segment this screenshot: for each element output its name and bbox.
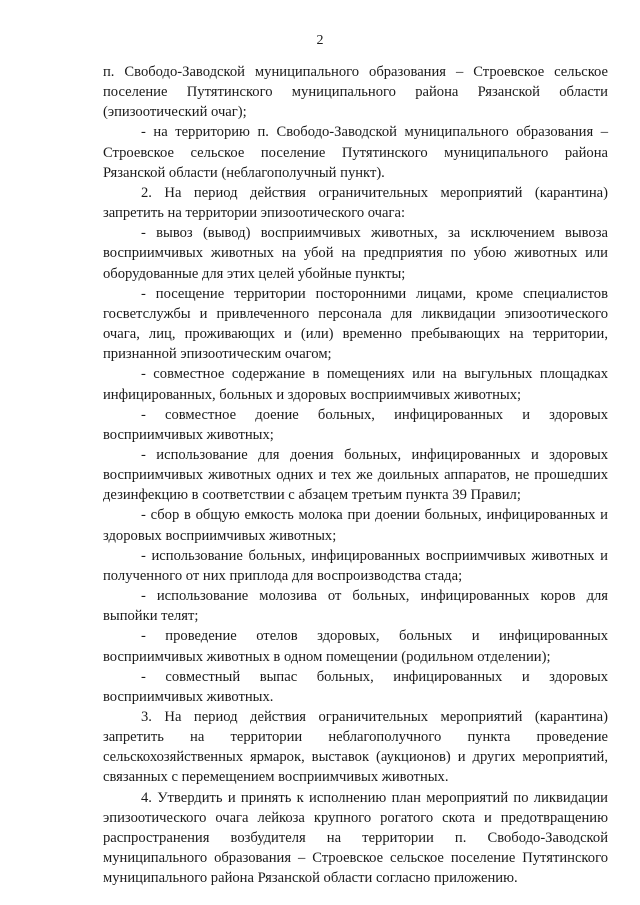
document-body: [103, 62, 608, 888]
list-item-visits: - посещение территории посторонними лицами, кроме специалистов госветслужбы и привлеченного персонала для ликвидации эпизоотического очага, лиц, проживающих и (или) временно пребывающих на территории, признанной эпизоотическим очагом;: [103, 285, 608, 363]
list-item-joint-keeping: - совместное содержание в помещениях или на выгульных площадках инфицированных, больных и здоровых восприимчивых животных;: [103, 366, 608, 403]
list-item-grazing: - совместный выпас больных, инфицированных и здоровых восприимчивых животных.: [103, 668, 608, 705]
list-item-export: - вывоз (вывод) восприимчивых животных, за исключением вывоза восприимчивых животных на убой на предприятия по убою животных или оборудованные для этих целей убойные пункты;: [103, 225, 608, 282]
list-item-milk-collection: - сбор в общую емкость молока при доении больных, инфицированных и здоровых восприимчивых животных;: [103, 507, 608, 544]
list-item-milking-machines: - использование для доения больных, инфицированных и здоровых восприимчивых животных одних и тех же доильных аппаратов, не прошедших дезинфекцию в соответствии с абзацем третьим пункта 39 Правил;: [103, 446, 608, 504]
clause-2: 2. На период действия ограничительных мероприятий (карантина) запретить на территории эпизоотического очага:: [103, 184, 608, 222]
list-item-reproduction: - использование больных, инфицированных восприимчивых животных и полученного от них приплода для воспроизводства стада;: [103, 547, 608, 584]
list-item-territory: - на территорию п. Свободо-Заводской муниципального образования – Строевское сельское поселение Путятинского муниципального района Рязанской области (неблагополучный пункт).: [103, 124, 608, 181]
page-number: 2: [316, 33, 324, 48]
list-item-joint-milking: - совместное доение больных, инфицированных и здоровых восприимчивых животных;: [103, 406, 608, 443]
clause-3: 3. На период действия ограничительных мероприятий (карантина) запретить на территории неблагополучного пункта проведение сельскохозяйственных ярмарок, выставок (аукционов) и других мероприятий, связанных с перемещением восприимчивых животных.: [103, 709, 608, 786]
clause-4: 4. Утвердить и принять к исполнению план мероприятий по ликвидации эпизоотического очага лейкоза крупного рогатого скота и предотвращению распространения возбудителя на территории п. Свободо-Заводской муниципального образования – Строевское сельское поселение Путятинского муниципального района Рязанской области согласно приложению.: [103, 789, 608, 887]
paragraph-continuation: п. Свободо-Заводской муниципального образования – Строевское сельское поселение Путятинского муниципального района Рязанской области (эпизоотический очаг);: [103, 64, 608, 121]
list-item-calving: - проведение отелов здоровых, больных и инфицированных восприимчивых животных в одном помещении (родильном отделении);: [103, 628, 608, 665]
list-item-colostrum: - использование молозива от больных, инфицированных коров для выпойки телят;: [103, 588, 608, 625]
